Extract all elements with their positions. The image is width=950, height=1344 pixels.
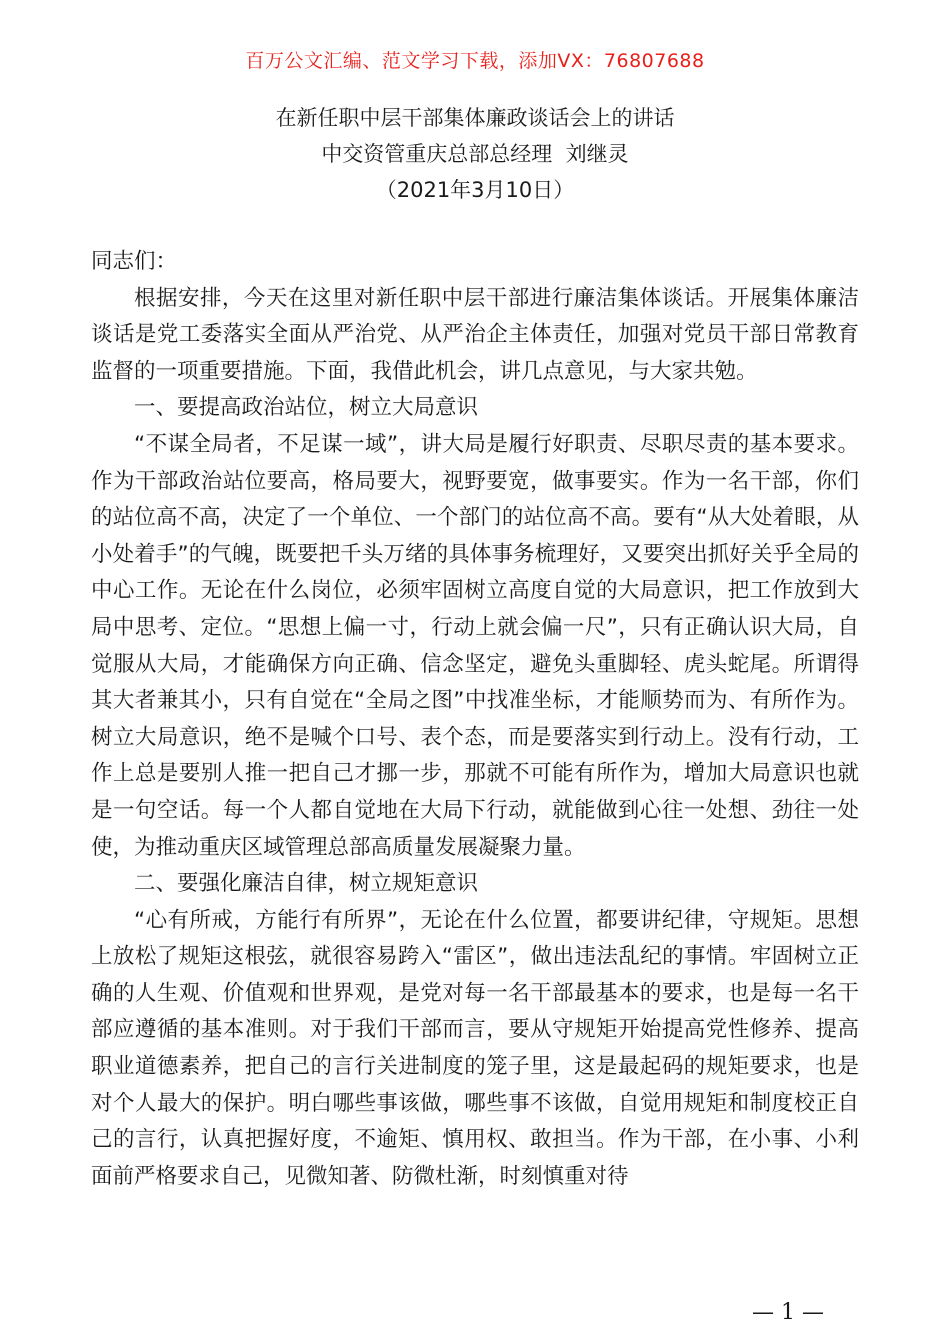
title-block xyxy=(0,100,950,208)
date-line: （2021年3月10日） xyxy=(375,178,575,202)
page-number: — 1 — xyxy=(752,1300,824,1325)
document-title: 在新任职中层干部集体廉政谈话会上的讲话 xyxy=(275,106,675,130)
promo-banner: 百万公文汇编、范文学习下载，添加VX：76807688 xyxy=(245,50,705,72)
section-heading-2: 二、要强化廉洁自律，树立规矩意识 xyxy=(134,871,479,897)
section-2-paragraph: “心有所戒，方能行有所界”，无论在什么位置，都要讲纪律，守规矩。思想上放松了规矩这根弦，就很容易跨入“雷区”，做出违法乱纪的事情。牢固树立正确的人生观、价值观和世界观，是党对每一名干部最基本的要求，也是每一名干部应遵循的基本准则。对于我们干部而言，要从守规矩开始提高党性修养、提高职业道德素养，把自己的言行关进制度的笼子里，这是最起码的规矩要求，也是对个人最大的保护。明白哪些事该做，哪些事不该做，自觉用规矩和制度校正自己的言行，认真把握好度，不逾矩、慎用权、敢担当。作为干部，在小事、小利面前严格要求自己，见微知著、防微杜渐，时刻慎重对待 xyxy=(91,907,859,1189)
section-heading-1: 一、要提高政治站位，树立大局意识 xyxy=(134,395,479,421)
speaker-line: 中交资管重庆总部总经理 刘继灵 xyxy=(321,142,629,166)
speech-body xyxy=(91,244,859,1195)
salutation: 同志们： xyxy=(91,249,178,274)
intro-paragraph: 根据安排，今天在这里对新任职中层干部进行廉洁集体谈话。开展集体廉洁谈话是党工委落实全面从严治党、从严治企主体责任，加强对党员干部日常教育监督的一项重要措施。下面，我借此机会，讲几点意见，与大家共勉。 xyxy=(91,285,859,384)
section-1-paragraph: “不谋全局者，不足谋一域”，讲大局是履行好职责、尽职尽责的基本要求。作为干部政治站位要高，格局要大，视野要宽，做事要实。作为一名干部，你们的站位高不高，决定了一个单位、一个部门的站位高不高。要有“从大处着眼，从小处着手”的气魄，既要把千头万绪的具体事务梳理好，又要突出抓好关乎全局的中心工作。无论在什么岗位，必须牢固树立高度自觉的大局意识，把工作放到大局中思考、定位。“思想上偏一寸，行动上就会偏一尺”，只有正确认识大局，自觉服从大局，才能确保方向正确、信念坚定，避免头重脚轻、虎头蛇尾。所谓得其大者兼其小，只有自觉在“全局之图”中找准坐标，才能顺势而为、有所作为。树立大局意识，绝不是喊个口号、表个态，而是要落实到行动上。没有行动，工作上总是要别人推一把自己才挪一步，那就不可能有所作为，增加大局意识也就是一句空话。每一个人都自觉地在大局下行动，就能做到心往一处想、劲往一处使，为推动重庆区域管理总部高质量发展凝聚力量。 xyxy=(91,431,859,860)
